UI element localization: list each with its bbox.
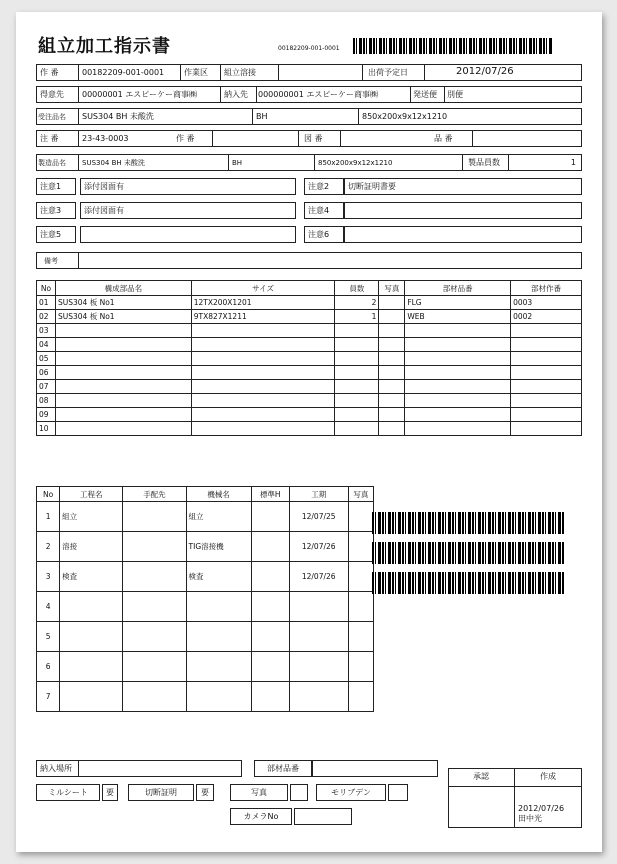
table-cell: [251, 682, 289, 712]
customer-value: 00000001 エスピーケー商事㈱: [82, 90, 197, 99]
table-cell: [251, 502, 289, 532]
work-order-sheet: [16, 12, 602, 852]
product-count-value: 1: [570, 158, 576, 167]
table-cell: 0002: [511, 310, 582, 324]
table-cell: [55, 352, 191, 366]
note5-label: 注意5: [40, 230, 62, 239]
table-cell: 04: [37, 338, 56, 352]
order-item-label: 受注品名: [38, 113, 66, 121]
table-cell: [335, 394, 379, 408]
table-cell: 08: [37, 394, 56, 408]
table-row: [37, 682, 374, 712]
table-cell: 6: [37, 652, 60, 682]
table-row: [37, 366, 582, 380]
ship-date-label: 出荷予定日: [368, 68, 408, 77]
table-cell: [379, 352, 405, 366]
work-no-label: 作 番: [40, 68, 59, 77]
table-cell: 0003: [511, 296, 582, 310]
table-row: [37, 502, 374, 532]
table-cell: [55, 366, 191, 380]
table-cell: [55, 408, 191, 422]
process-barcode-2: [372, 542, 564, 564]
table-cell: [405, 338, 511, 352]
table-cell: [335, 338, 379, 352]
table-cell: [405, 394, 511, 408]
table-row: [37, 394, 582, 408]
ship-date-value: 2012/07/26: [456, 66, 514, 77]
table-cell: [123, 562, 186, 592]
table-row: [37, 380, 582, 394]
table-cell: [289, 682, 348, 712]
table-cell: [191, 422, 335, 436]
table-cell: 02: [37, 310, 56, 324]
parts-header-cell: サイズ: [191, 281, 335, 296]
part-no-label: 部材品番: [267, 764, 299, 773]
table-row: [37, 408, 582, 422]
process-header-cell: 工程名: [60, 487, 123, 502]
product-code: BH: [232, 159, 243, 167]
table-cell: 01: [37, 296, 56, 310]
table-cell: 検査: [60, 562, 123, 592]
table-cell: 組立: [186, 502, 251, 532]
table-cell: [60, 622, 123, 652]
table-cell: SUS304 板 No1: [55, 296, 191, 310]
note2-label: 注意2: [308, 182, 330, 191]
table-cell: [511, 422, 582, 436]
table-cell: [335, 408, 379, 422]
table-cell: 7: [37, 682, 60, 712]
camera-value-box: [294, 808, 352, 825]
table-cell: [251, 592, 289, 622]
note4-label: 注意4: [308, 206, 330, 215]
note-no-value: 23-43-0003: [82, 134, 129, 143]
table-row: [37, 296, 582, 310]
table-cell: [55, 380, 191, 394]
order-item-code: BH: [256, 112, 268, 121]
table-cell: [123, 502, 186, 532]
work-area-label: 作業区: [184, 68, 208, 77]
cut-cert-value: 要: [201, 788, 209, 797]
table-row: [37, 324, 582, 338]
table-cell: [289, 652, 348, 682]
table-cell: [405, 422, 511, 436]
table-cell: 9TX827X1211: [191, 310, 335, 324]
table-cell: [335, 422, 379, 436]
table-cell: 2: [37, 532, 60, 562]
table-cell: [511, 394, 582, 408]
table-cell: [251, 622, 289, 652]
table-cell: [405, 380, 511, 394]
remarks-label: 備考: [44, 257, 58, 265]
table-cell: [379, 296, 405, 310]
table-cell: [191, 366, 335, 380]
table-cell: [379, 380, 405, 394]
table-cell: [348, 622, 373, 652]
parts-header-cell: 構成部品名: [55, 281, 191, 296]
molybdenum-value-box: [388, 784, 408, 801]
table-cell: 5: [37, 622, 60, 652]
table-cell: [511, 352, 582, 366]
table-cell: [123, 622, 186, 652]
table-row: [37, 310, 582, 324]
parts-header-cell: 写真: [379, 281, 405, 296]
zu-ban-label: 図 番: [304, 134, 323, 143]
order-item-value: SUS304 BH 未酸洗: [82, 112, 154, 121]
table-cell: [379, 366, 405, 380]
photo-value-box: [290, 784, 308, 801]
note-no-label: 注 番: [40, 134, 59, 143]
table-cell: [405, 324, 511, 338]
process-header-cell: 写真: [348, 487, 373, 502]
work-area-value: 組立溶接: [224, 68, 256, 77]
table-cell: [251, 652, 289, 682]
table-cell: [191, 380, 335, 394]
part-no-value-box: [312, 760, 438, 777]
table-cell: [511, 338, 582, 352]
process-header-cell: No: [37, 487, 60, 502]
table-cell: [379, 394, 405, 408]
table-cell: [335, 380, 379, 394]
table-cell: [60, 592, 123, 622]
note3-label: 注意3: [40, 206, 62, 215]
table-cell: [123, 592, 186, 622]
table-cell: [335, 352, 379, 366]
table-cell: [191, 408, 335, 422]
table-cell: 12/07/25: [289, 502, 348, 532]
note3-value: 添付図面有: [84, 206, 124, 215]
customer-label: 得意先: [40, 90, 64, 99]
table-cell: [335, 366, 379, 380]
camera-label: カメラNo: [243, 812, 279, 821]
table-cell: [186, 622, 251, 652]
create-label: 作成: [540, 772, 556, 781]
product-value: SUS304 BH 未酸洗: [82, 159, 145, 167]
table-row: [37, 592, 374, 622]
create-date: 2012/07/26: [518, 804, 565, 813]
table-cell: [191, 338, 335, 352]
table-row: [37, 532, 374, 562]
table-cell: 溶接: [60, 532, 123, 562]
product-label: 製造品名: [38, 159, 66, 167]
product-size: 850x200x9x12x1210: [318, 159, 393, 167]
process-header-cell: 機械名: [186, 487, 251, 502]
cut-cert-label: 切断証明: [145, 788, 177, 797]
table-cell: SUS304 板 No1: [55, 310, 191, 324]
process-barcode-3: [372, 572, 564, 594]
process-barcode-1: [372, 512, 564, 534]
table-cell: [191, 394, 335, 408]
table-cell: 4: [37, 592, 60, 622]
table-cell: [348, 532, 373, 562]
table-cell: 05: [37, 352, 56, 366]
table-cell: 3: [37, 562, 60, 592]
creator-name: 田中光: [518, 814, 542, 823]
page-title: 組立加工指示書: [38, 36, 171, 57]
table-cell: 06: [37, 366, 56, 380]
delivery-place-label: 納入場所: [40, 764, 72, 773]
approve-label: 承認: [473, 772, 489, 781]
saku-ban-label: 作 番: [176, 134, 195, 143]
row-remarks: [36, 252, 582, 269]
parts-table: [36, 280, 582, 436]
table-cell: 2: [335, 296, 379, 310]
table-cell: 12/07/26: [289, 532, 348, 562]
table-cell: [55, 324, 191, 338]
process-table: [36, 486, 374, 712]
table-cell: [186, 592, 251, 622]
table-cell: [348, 652, 373, 682]
table-row: [37, 338, 582, 352]
table-cell: [348, 562, 373, 592]
table-cell: FLG: [405, 296, 511, 310]
table-cell: [289, 592, 348, 622]
table-cell: [348, 502, 373, 532]
table-cell: 07: [37, 380, 56, 394]
table-cell: [405, 352, 511, 366]
table-cell: [191, 352, 335, 366]
table-cell: [511, 324, 582, 338]
table-cell: 09: [37, 408, 56, 422]
table-cell: [379, 310, 405, 324]
table-cell: [123, 532, 186, 562]
table-row: [37, 652, 374, 682]
table-cell: 1: [335, 310, 379, 324]
product-count-label: 製品員数: [468, 158, 500, 167]
table-cell: 10: [37, 422, 56, 436]
table-cell: [348, 592, 373, 622]
table-cell: [379, 408, 405, 422]
delivery-label: 納入先: [224, 90, 248, 99]
table-cell: [379, 338, 405, 352]
table-cell: [405, 408, 511, 422]
table-cell: [60, 682, 123, 712]
table-cell: TIG溶接機: [186, 532, 251, 562]
note6-label: 注意6: [308, 230, 330, 239]
table-cell: [405, 366, 511, 380]
note1-value: 添付図面有: [84, 182, 124, 191]
table-cell: [123, 682, 186, 712]
table-cell: WEB: [405, 310, 511, 324]
table-cell: [379, 422, 405, 436]
table-cell: 12TX200X1201: [191, 296, 335, 310]
parts-header-cell: 員数: [335, 281, 379, 296]
table-cell: [55, 394, 191, 408]
work-no-value: 00182209-001-0001: [82, 68, 165, 77]
table-row: [37, 422, 582, 436]
shipping-label: 発送便: [413, 90, 437, 99]
table-cell: [289, 622, 348, 652]
table-row: [37, 352, 582, 366]
process-header-cell: 標準H: [251, 487, 289, 502]
photo-label: 写真: [251, 788, 267, 797]
table-cell: [511, 380, 582, 394]
header-barcode: [353, 38, 553, 54]
table-cell: [60, 652, 123, 682]
table-cell: [379, 324, 405, 338]
table-cell: [191, 324, 335, 338]
note2-value: 切断証明書要: [348, 182, 396, 191]
table-cell: [348, 682, 373, 712]
table-cell: [251, 562, 289, 592]
table-cell: [511, 366, 582, 380]
shipping-value: 別便: [447, 90, 463, 99]
table-cell: [55, 422, 191, 436]
table-cell: 12/07/26: [289, 562, 348, 592]
doc-code: 00182209-001-0001: [278, 45, 340, 52]
table-cell: [251, 532, 289, 562]
parts-header-cell: 部材作番: [511, 281, 582, 296]
table-cell: 1: [37, 502, 60, 532]
hin-ban-label: 品 番: [434, 134, 453, 143]
order-item-size: 850x200x9x12x1210: [362, 112, 448, 121]
table-row: [37, 622, 374, 652]
note1-label: 注意1: [40, 182, 62, 191]
table-cell: 組立: [60, 502, 123, 532]
table-cell: [335, 324, 379, 338]
table-cell: [511, 408, 582, 422]
process-header-cell: 工期: [289, 487, 348, 502]
table-cell: [186, 652, 251, 682]
mill-sheet-label: ミルシート: [48, 788, 88, 797]
table-row: [37, 562, 374, 592]
table-cell: [186, 682, 251, 712]
parts-header-cell: 部材品番: [405, 281, 511, 296]
process-header-cell: 手配先: [123, 487, 186, 502]
parts-header-cell: No: [37, 281, 56, 296]
delivery-value: 000000001 エスピーケー商事㈱: [258, 90, 379, 99]
table-cell: 検査: [186, 562, 251, 592]
mill-sheet-value: 要: [106, 788, 114, 797]
table-cell: 03: [37, 324, 56, 338]
molybdenum-label: モリブデン: [331, 788, 371, 797]
table-cell: [55, 338, 191, 352]
table-cell: [123, 652, 186, 682]
